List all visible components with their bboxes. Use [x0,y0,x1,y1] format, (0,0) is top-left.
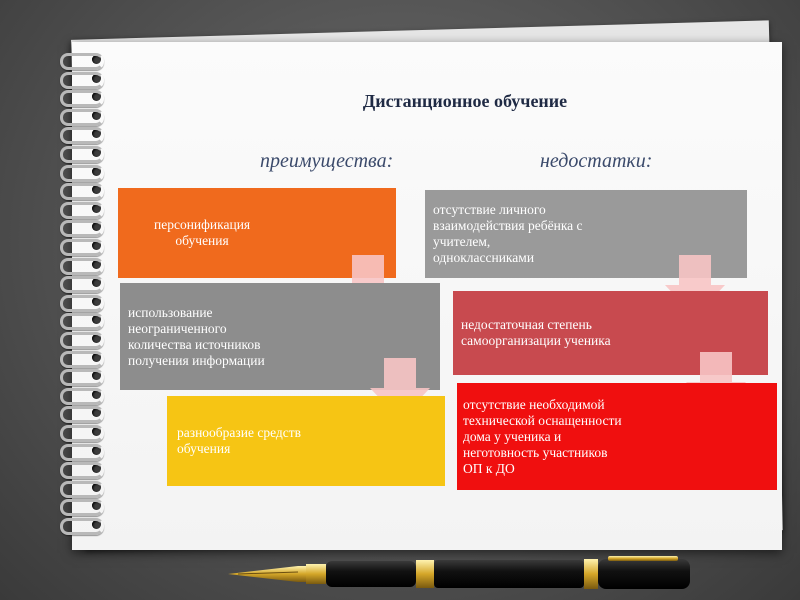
spiral-ring [58,517,104,531]
advantage-text: разнообразие средств обучения [177,425,302,456]
ring-wire [60,183,104,200]
spiral-ring [58,145,104,159]
spiral-ring [58,201,104,215]
ring-wire [60,388,104,405]
spiral-ring [58,89,104,103]
ring-wire [60,53,104,70]
ring-wire [60,239,104,256]
ring-wire [60,276,104,293]
advantages-heading: преимущества: [260,150,394,172]
ring-wire [60,313,104,330]
spiral-ring [58,219,104,233]
disadvantage-text: недостаточная степень самоорганизации ученика [461,317,611,348]
spiral-ring [58,275,104,289]
spiral-binding [58,52,108,532]
spiral-ring [58,126,104,140]
spiral-ring [58,108,104,122]
spiral-ring [58,257,104,271]
ring-wire [60,518,104,535]
ring-wire [60,332,104,349]
spiral-ring [58,424,104,438]
disadvantage-item-lack-of-equipment [457,383,777,490]
spiral-ring [58,312,104,326]
spiral-ring [58,164,104,178]
spiral-ring [58,71,104,85]
spiral-ring [58,368,104,382]
spiral-ring [58,331,104,345]
ring-wire [60,146,104,163]
ring-wire [60,109,104,126]
advantage-item-variety-of-tools [167,396,445,486]
spiral-ring [58,387,104,401]
spiral-ring [58,350,104,364]
spiral-ring [58,461,104,475]
disadvantage-text: отсутствие необходимой технической оснащенности дома у ученика и неготовность участников ОП к ДО [463,396,622,476]
advantage-text: использование неограниченного количества источников получения информации [128,304,265,368]
ring-wire [60,165,104,182]
ring-wire [60,425,104,442]
spiral-ring [58,443,104,457]
ring-wire [60,462,104,479]
disadvantages-heading: недостатки: [540,150,653,172]
ring-wire [60,369,104,386]
advantage-text: персонификация обучения [154,217,251,248]
ring-wire [60,351,104,368]
ring-wire [60,258,104,275]
spiral-ring [58,405,104,419]
ring-wire [60,202,104,219]
disadvantage-text: отсутствие личного взаимодействия ребёнка с учителем, одноклассниками [433,202,583,265]
spiral-ring [58,238,104,252]
ring-wire [60,481,104,498]
spiral-ring [58,498,104,512]
ring-wire [60,72,104,89]
spiral-ring [58,52,104,66]
ring-wire [60,295,104,312]
ring-wire [60,90,104,107]
ring-wire [60,499,104,516]
fountain-pen-image [228,550,698,594]
page-title: Дистанционное обучение [362,91,568,111]
ring-wire [60,444,104,461]
spiral-ring [58,182,104,196]
spiral-ring [58,480,104,494]
ring-wire [60,220,104,237]
ring-wire [60,127,104,144]
ring-wire [60,406,104,423]
spiral-ring [58,294,104,308]
